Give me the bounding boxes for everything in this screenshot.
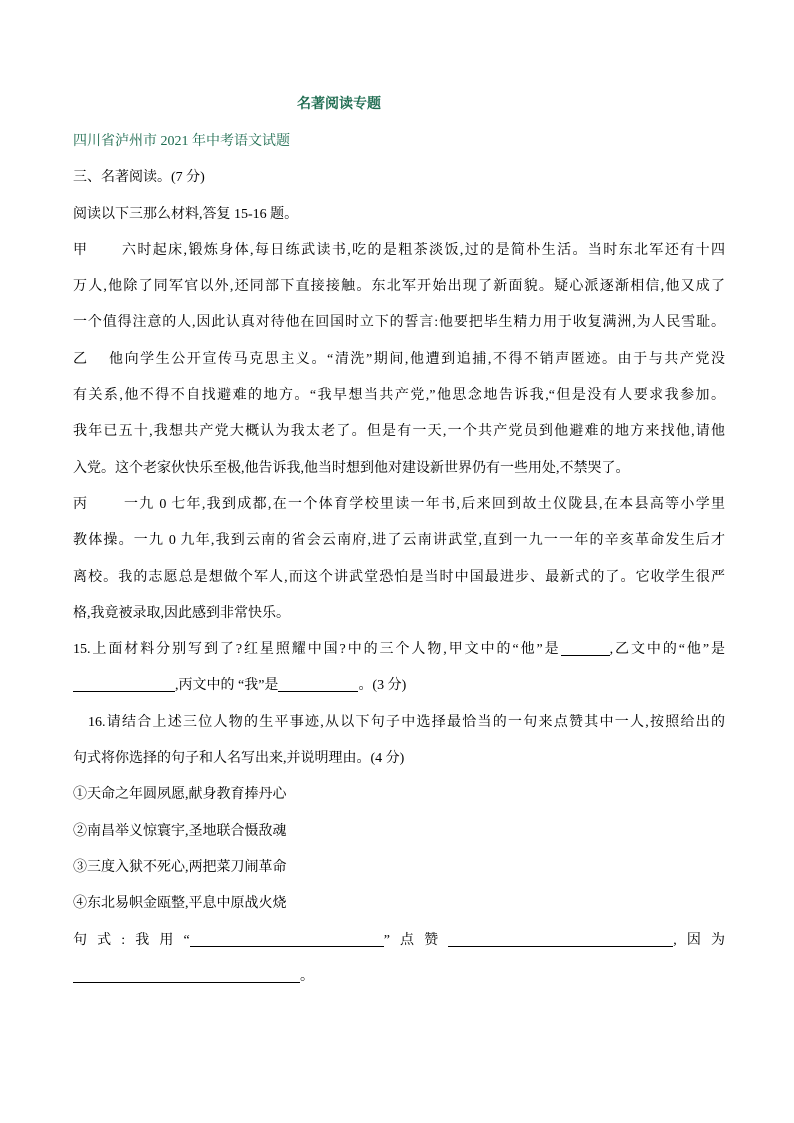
passage-line: 离校。我的志愿总是想做个军人,而这个讲武堂恐怕是当时中国最进步、最新式的了。它收学生很严: [73, 569, 725, 585]
passage-jia: [73, 233, 725, 269]
passage-line: 万人,他除了同军官以外,还同部下直接接触。东北军开始出现了新面貌。疑心派逐渐相信,他又成了: [73, 279, 725, 295]
option-item: ④东北易帜金瓯整,平息中原战火烧: [73, 896, 287, 912]
question-15-text: ,乙文中的“他”是: [609, 642, 725, 658]
passage-line: 格,我竟被录取,因此感到非常快乐。: [73, 605, 290, 621]
passage-line: 我年已五十,我想共产党大概认为我太老了。但是有一天,一个共产党员到他避难的地方来找他,请他: [73, 424, 725, 440]
pattern-text: ”点赞: [383, 932, 449, 948]
passage-label: 乙: [73, 351, 87, 367]
topic-title: 名著阅读专题: [297, 97, 381, 112]
source-title: 四川省泸州市 2021 年中考语文试题: [73, 134, 290, 149]
question-15-line-2: [73, 668, 725, 704]
pattern-text: ,因为: [673, 932, 725, 948]
answer-blank: [73, 968, 300, 983]
question-15-text: 15.上面材料分别写到了?红星照耀中国?中的三个人物,甲文中的“他”是: [73, 642, 561, 658]
option-item: ①天命之年圆夙愿,献身教育捧丹心: [73, 787, 287, 803]
document-content: [73, 86, 725, 995]
pattern-text: 。: [300, 968, 314, 984]
passage-line: 教体操。一九 0 九年,我到云南的省会云南府,进了云南讲武堂,直到一九一一年的辛亥革命发生后才: [73, 533, 725, 549]
answer-pattern-line-2: [73, 959, 725, 995]
passage-label: 甲: [73, 242, 87, 258]
passage-line: 有关系,他不得不自找避难的地方。“我早想当共产党,”他思念地告诉我,“但是没有人要求我参加。: [73, 388, 725, 404]
passage-line: 一九 0 七年,我到成都,在一个体育学校里读一年书,后来回到故土仪陇县,在本县高等小学里: [124, 496, 725, 512]
section-heading: 三、名著阅读。(7 分): [73, 170, 205, 186]
passage-line: 入党。这个老家伙快乐至极,他告诉我,他当时想到他对建设新世界仍有一些用处,不禁哭了。: [73, 460, 630, 476]
pattern-text: 句式:我用“: [73, 932, 190, 948]
passage-yi: [73, 342, 725, 378]
passage-line: 一个值得注意的人,因此认真对待他在回国时立下的誓言:他要把毕生精力用于收复满洲,为人民雪耻。: [73, 315, 725, 331]
passage-line: 他向学生公开宣传马克思主义。“清洗”期间,他遭到追捕,不得不销声匿迹。由于与共产党没: [109, 351, 725, 367]
answer-blank: [448, 932, 673, 947]
question-16-prompt: 句式将你选择的句子和人名写出来,并说明理由。(4 分): [73, 751, 405, 767]
passage-bing: [73, 487, 725, 523]
section-instruction: 阅读以下三那么材料,答复 15-16 题。: [73, 206, 299, 222]
passage-label: 丙: [73, 496, 87, 512]
option-item: ③三度入狱不死心,两把菜刀闹革命: [73, 859, 287, 875]
question-15-text: 。(3 分): [358, 678, 407, 694]
option-item: ②南昌举义惊寰宇,圣地联合慑敌魂: [73, 823, 287, 839]
passage-line: 六时起床,锻炼身体,每日练武读书,吃的是粗茶淡饭,过的是简朴生活。当时东北军还有十四: [122, 242, 725, 258]
answer-blank: [73, 677, 175, 692]
answer-blank: [190, 932, 384, 947]
answer-blank: [561, 641, 610, 656]
question-15-text: ,丙文中的 “我”是: [175, 678, 279, 694]
question-16-prompt: 16.请结合上述三位人物的生平事迹,从以下句子中选择最恰当的一句来点赞其中一人,按照给出的: [88, 714, 725, 730]
answer-blank: [278, 677, 358, 692]
answer-pattern-line: [73, 923, 725, 959]
question-15-line-1: [73, 632, 725, 668]
